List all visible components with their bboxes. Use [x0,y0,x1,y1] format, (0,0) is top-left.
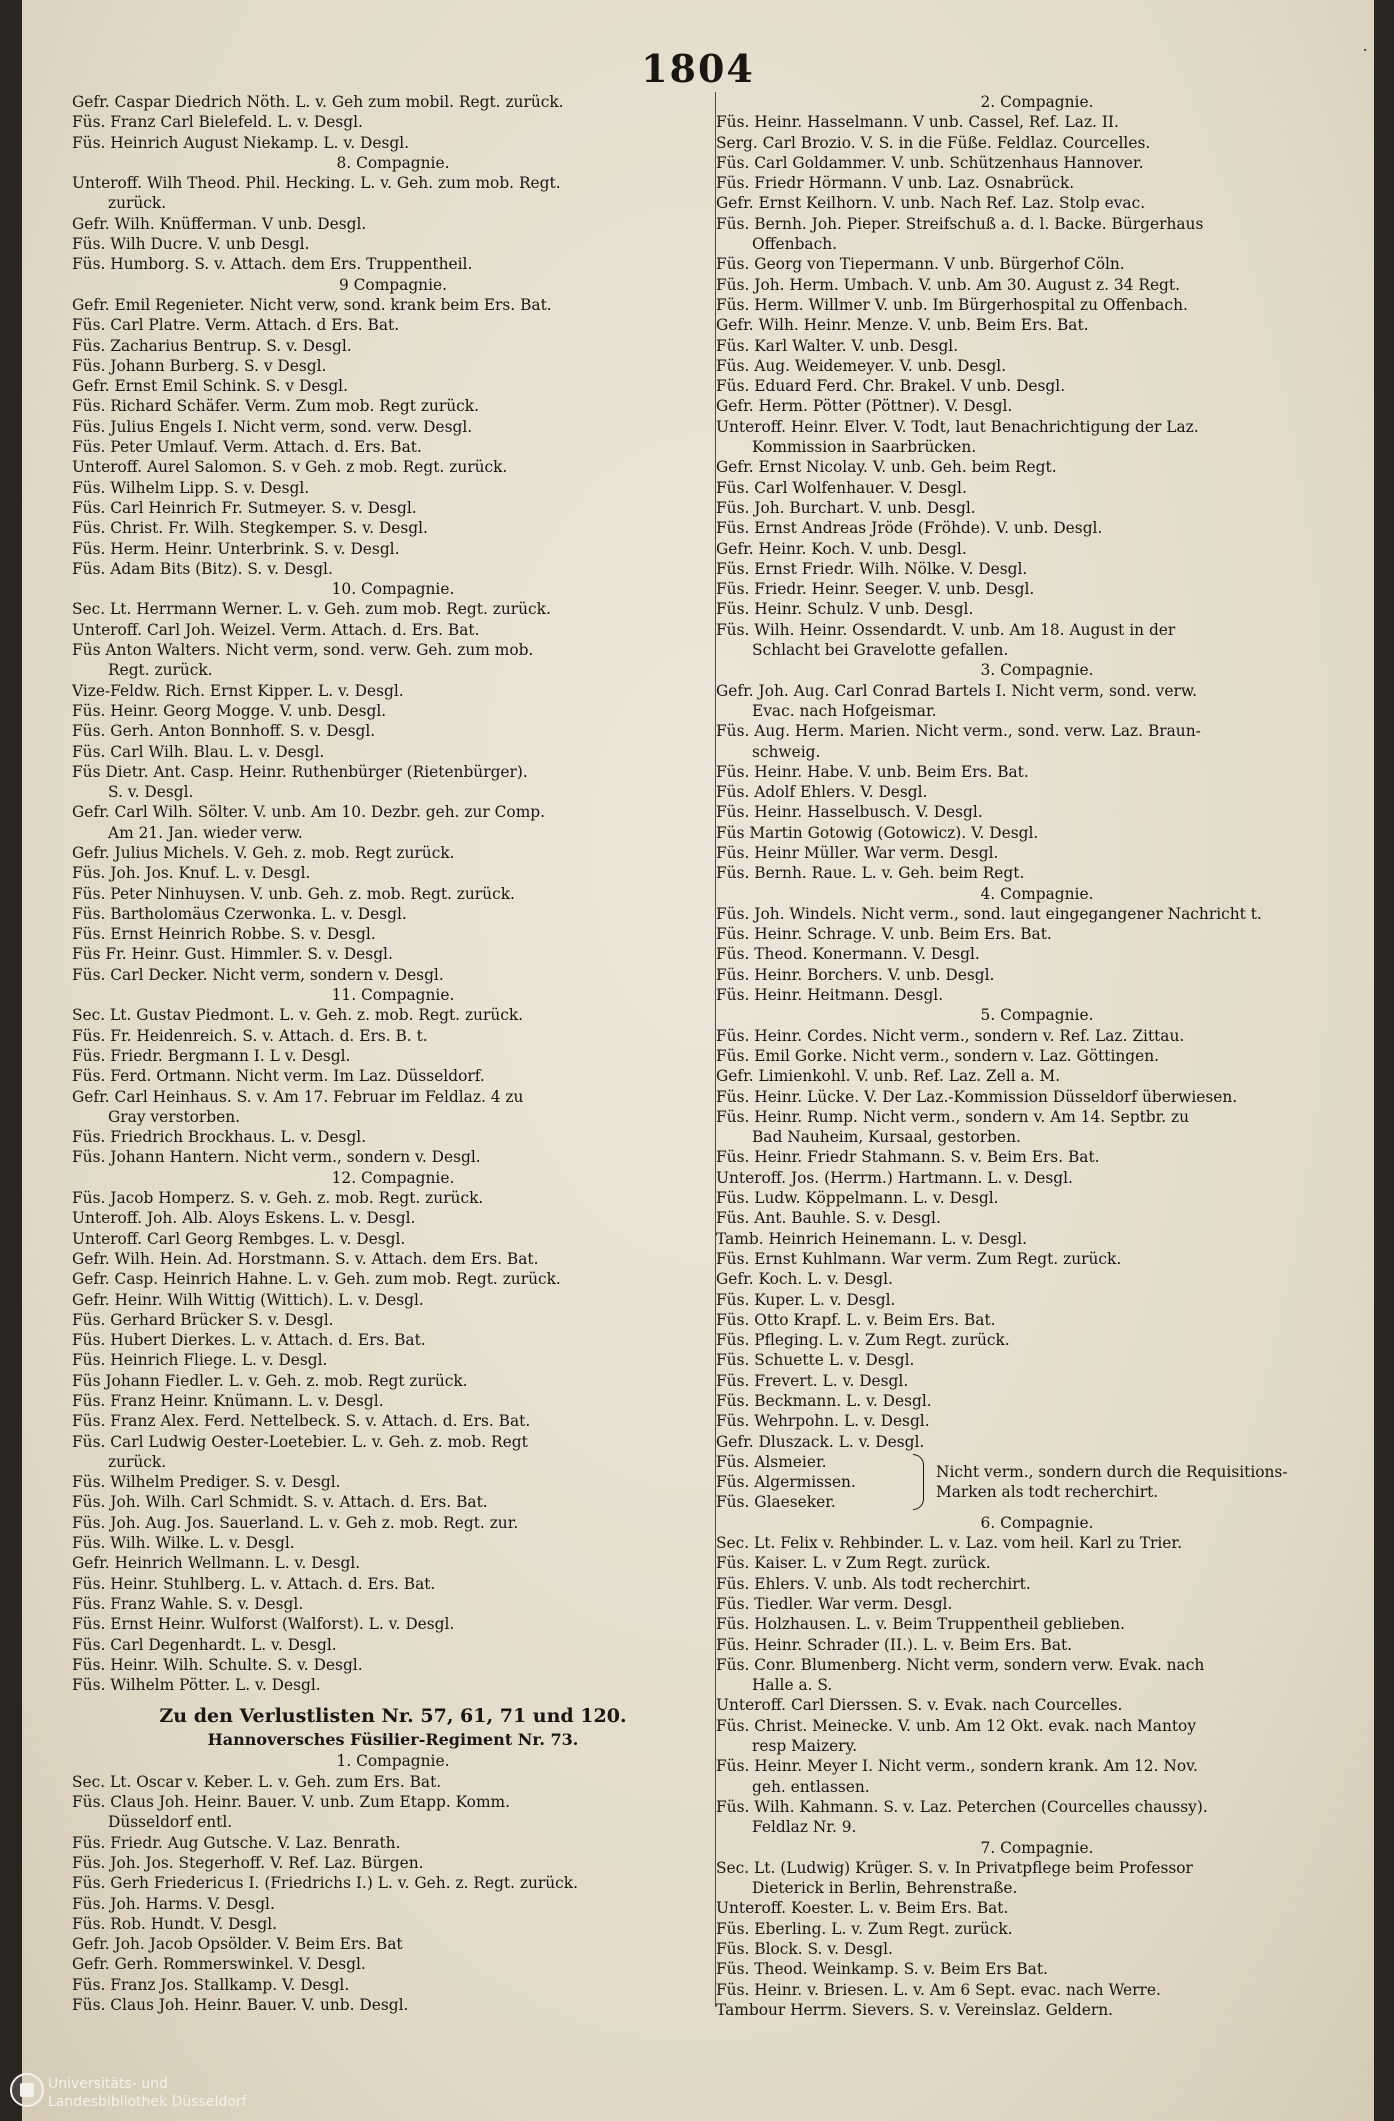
list-entry: Füs. Heinr. Hasselmann. V unb. Cassel, Ref. Laz. II. [716,113,1119,132]
list-entry: Füs. Humborg. S. v. Attach. dem Ers. Truppentheil. [72,255,473,274]
list-entry: Füs. Joh. Harms. V. Desgl. [72,1894,275,1913]
list-entry: Füs. Joh. Wilh. Carl Schmidt. S. v. Attach. d. Ers. Bat. [72,1493,488,1512]
list-entry: Unteroff. Koester. L. v. Beim Ers. Bat. [716,1899,1009,1918]
ulb-logo-icon [10,2073,44,2107]
list-entry: Füs. Julius Engels I. Nicht verm, sond. verw. Desgl. [72,417,473,436]
list-entry: Füs. Carl Wilh. Blau. L. v. Desgl. [72,742,325,761]
list-entry: Gefr. Gerh. Rommerswinkel. V. Desgl. [72,1955,366,1974]
list-entry: Sec. Lt. Herrmann Werner. L. v. Geh. zum mob. Regt. zurück. [72,600,551,619]
footer-text [48,2075,246,2111]
list-entry-continuation: resp Maizery. [752,1737,858,1756]
list-entry-continuation: Düsseldorf entl. [108,1813,233,1832]
list-entry: Füs. Block. S. v. Desgl. [716,1940,893,1959]
list-entry: Füs. Heinr Müller. War verm. Desgl. [716,843,999,862]
list-entry: Füs. Heinr. Rump. Nicht verm., sondern v. Am 14. Septbr. zu [716,1107,1190,1126]
list-entry: Füs. Franz Carl Bielefeld. L. v. Desgl. [72,113,363,132]
list-entry: Füs. Claus Joh. Heinr. Bauer. V. unb. Desgl. [72,1996,409,2015]
list-entry: Füs. Ehlers. V. unb. Als todt recherchirt. [716,1574,1031,1593]
list-entry: Füs. Theod. Weinkamp. S. v. Beim Ers Bat. [716,1960,1048,1979]
company-heading: 12. Compagnie. [331,1168,455,1187]
list-entry: Füs. Eduard Ferd. Chr. Brakel. V unb. Desgl. [716,377,1066,396]
corner-mark: · [1362,40,1368,61]
list-entry: Gefr. Limienkohl. V. unb. Ref. Laz. Zell a. M. [716,1067,1061,1086]
list-entry: Gefr. Wilh. Knüfferman. V unb. Desgl. [72,214,367,233]
list-entry: Füs. Carl Degenhardt. L. v. Desgl. [72,1635,337,1654]
list-entry-continuation: S. v. Desgl. [108,783,194,802]
footer-line-1: Universitäts- und [48,2076,168,2092]
list-entry: Füs. Heinr. Georg Mogge. V. unb. Desgl. [72,701,387,720]
list-entry: Füs. Gerh Friedericus I. (Friedrichs I.) L. v. Geh. z. Regt. zurück. [72,1874,579,1893]
list-entry: Füs. Friedr Hörmann. V unb. Laz. Osnabrück. [716,174,1075,193]
left-column [72,92,714,2015]
list-entry: Füs Johann Fiedler. L. v. Geh. z. mob. Regt zurück. [72,1371,468,1390]
list-entry: Füs. Heinr. Borchers. V. unb. Desgl. [716,965,995,984]
list-entry: Füs. Bernh. Raue. L. v. Geh. beim Regt. [716,864,1025,883]
list-entry: Füs. Heinr. Hasselbusch. V. Desgl. [716,803,983,822]
list-entry: Gefr. Julius Michels. V. Geh. z. mob. Regt zurück. [72,843,455,862]
list-entry: Füs Fr. Heinr. Gust. Himmler. S. v. Desgl. [72,945,393,964]
bracket-note-line: Marken als todt recherchirt. [936,1483,1159,1502]
list-entry: Füs Dietr. Ant. Casp. Heinr. Ruthenbürger (Rietenbürger). [72,762,528,781]
list-entry: Füs. Joh. Herm. Umbach. V. unb. Am 30. August z. 34 Regt. [716,275,1180,294]
list-entry: Füs. Heinr. Stuhlberg. L. v. Attach. d. Ers. Bat. [72,1574,436,1593]
list-entry: Füs Anton Walters. Nicht verm, sond. verw. Geh. zum mob. [72,641,534,660]
list-entry: Gefr. Ernst Emil Schink. S. v Desgl. [72,377,348,396]
list-entry: Füs. Heinr. Schulz. V unb. Desgl. [716,600,974,619]
list-entry: Gefr. Caspar Diedrich Nöth. L. v. Geh zum mobil. Regt. zurück. [72,93,564,111]
list-entry: Füs. Ludw. Köppelmann. L. v. Desgl. [716,1189,999,1208]
list-entry: Füs. Heinr. Meyer I. Nicht verm., sondern krank. Am 12. Nov. [716,1757,1198,1776]
list-entry-continuation: Evac. nach Hofgeismar. [752,701,937,720]
company-heading: 1. Compagnie. [336,1752,450,1771]
list-entry: Sec. Lt. Felix v. Rehbinder. L. v. Laz. vom heil. Karl zu Trier. [716,1534,1182,1553]
list-entry: Füs. Friedr. Heinr. Seeger. V. unb. Desgl. [716,580,1035,599]
list-entry: Gefr. Carl Heinhaus. S. v. Am 17. Februar im Feldlaz. 4 zu [72,1087,524,1106]
list-entry: Füs. Bernh. Joh. Pieper. Streifschuß a. d. l. Backe. Bürgerhaus [716,214,1204,233]
list-entry: Füs. Heinr. Lücke. V. Der Laz.-Kommission Düsseldorf überwiesen. [716,1087,1238,1106]
list-entry: Füs. Franz Jos. Stallkamp. V. Desgl. [72,1975,350,1994]
list-entry-continuation: Am 21. Jan. wieder verw. [108,823,303,842]
list-entry: Füs. Kuper. L. v. Desgl. [716,1290,896,1309]
list-entry-continuation: Halle a. S. [752,1676,833,1695]
section-heading: Zu den Verlustlisten Nr. 57, 61, 71 und 120. [159,1705,627,1728]
footer-line-2: Landesbibliothek Düsseldorf [48,2094,247,2110]
list-entry: Füs. Franz Alex. Ferd. Nettelbeck. S. v. Attach. d. Ers. Bat. [72,1412,531,1431]
list-entry: Füs. Aug. Herm. Marien. Nicht verm., sond. verw. Laz. Braun- [716,722,1201,741]
list-entry-continuation: Schlacht bei Gravelotte gefallen. [752,641,1009,660]
company-heading: 5. Compagnie. [980,1006,1094,1025]
list-entry: Gefr. Herm. Pötter (Pöttner). V. Desgl. [716,397,1013,416]
list-entry: Füs. Karl Walter. V. unb. Desgl. [716,336,959,355]
list-entry: Tambour Herrm. Sievers. S. v. Vereinslaz. Geldern. [716,2000,1114,2019]
list-entry-continuation: Dieterick in Berlin, Behrenstraße. [752,1879,1018,1898]
list-entry-continuation: Gray verstorben. [108,1107,241,1126]
list-entry: Sec. Lt. Gustav Piedmont. L. v. Geh. z. mob. Regt. zurück. [72,1006,524,1025]
bracket-name: Füs. Glaeseker. [716,1493,836,1512]
list-entry: Füs. Pfleging. L. v. Zum Regt. zurück. [716,1331,1010,1350]
list-entry: Unteroff. Jos. (Herrm.) Hartmann. L. v. Desgl. [716,1168,1073,1187]
list-entry: Füs. Holzhausen. L. v. Beim Truppentheil geblieben. [716,1615,1125,1634]
list-entry: Füs. Adam Bits (Bitz). S. v. Desgl. [72,559,333,578]
list-entry: Vize-Feldw. Rich. Ernst Kipper. L. v. Desgl. [72,681,404,700]
list-entry: Füs. Heinr. Habe. V. unb. Beim Ers. Bat. [716,762,1029,781]
list-entry-continuation: zurück. [108,194,167,213]
list-entry: Füs. Friedrich Brockhaus. L. v. Desgl. [72,1128,367,1147]
company-heading: 10. Compagnie. [331,580,455,599]
list-entry: Füs. Johann Burberg. S. v Desgl. [72,356,327,375]
list-entry: Füs. Bartholomäus Czerwonka. L. v. Desgl. [72,904,407,923]
list-entry: Füs. Heinr. Cordes. Nicht verm., sondern v. Ref. Laz. Zittau. [716,1026,1185,1045]
list-entry: Füs. Wilh. Wilke. L. v. Desgl. [72,1534,295,1553]
list-entry: Füs. Joh. Jos. Stegerhoff. V. Ref. Laz. Bürgen. [72,1853,424,1872]
list-entry: Unteroff. Heinr. Elver. V. Todt, laut Benachrichtigung der Laz. [716,417,1199,436]
bracket-name: Füs. Algermissen. [716,1473,856,1492]
list-entry: Füs. Ant. Bauhle. S. v. Desgl. [716,1209,941,1228]
list-entry: Füs. Ernst Friedr. Wilh. Nölke. V. Desgl. [716,559,1028,578]
list-entry: Füs. Christ. Fr. Wilh. Stegkemper. S. v. Desgl. [72,519,428,538]
list-entry: Füs. Joh. Aug. Jos. Sauerland. L. v. Geh z. mob. Regt. zur. [72,1513,519,1532]
list-entry: Füs. Conr. Blumenberg. Nicht verm, sondern verw. Evak. nach [716,1655,1205,1674]
list-entry: Füs. Eberling. L. v. Zum Regt. zurück. [716,1919,1013,1938]
list-entry: Füs. Herm. Heinr. Unterbrink. S. v. Desgl. [72,539,400,558]
list-entry: Füs. Franz Heinr. Knümann. L. v. Desgl. [72,1392,384,1410]
list-entry: Gefr. Koch. L. v. Desgl. [716,1270,893,1289]
list-entry: Füs. Wilhelm Pötter. L. v. Desgl. [72,1676,321,1695]
list-entry: Füs. Jacob Homperz. S. v. Geh. z. mob. Regt. zurück. [72,1189,484,1208]
list-entry: Füs. Wilhelm Prediger. S. v. Desgl. [72,1473,341,1492]
list-entry: Füs. Heinrich August Niekamp. L. v. Desgl. [72,133,410,152]
list-entry: Unteroff. Aurel Salomon. S. v Geh. z mob. Regt. zurück. [72,458,508,477]
list-entry: Unteroff. Joh. Alb. Aloys Eskens. L. v. Desgl. [72,1209,416,1228]
list-entry: Gefr. Ernst Nicolay. V. unb. Geh. beim Regt. [716,458,1057,477]
list-entry: Gefr. Joh. Jacob Opsölder. V. Beim Ers. Bat [72,1935,403,1954]
list-entry: Füs. Ernst Heinr. Wulforst (Walforst). L. v. Desgl. [72,1615,455,1634]
list-entry: Füs. Johann Hantern. Nicht verm., sondern v. Desgl. [72,1148,481,1167]
list-entry: Füs. Heinr. Schrage. V. unb. Beim Ers. Bat. [716,925,1052,944]
list-entry-continuation: schweig. [752,742,821,761]
list-entry: Gefr. Wilh. Hein. Ad. Horstmann. S. v. Attach. dem Ers. Bat. [72,1249,539,1268]
list-entry: Füs. Joh. Jos. Knuf. L. v. Desgl. [72,864,311,883]
company-heading: 4. Compagnie. [980,884,1094,903]
list-entry: Füs. Carl Goldammer. V. unb. Schützenhaus Hannover. [716,153,1144,172]
list-entry: Füs. Joh. Windels. Nicht verm., sond. laut eingegangener Nachricht t. [716,904,1262,923]
list-entry: Gefr. Heinrich Wellmann. L. v. Desgl. [72,1554,361,1573]
list-entry-continuation: Offenbach. [752,235,838,254]
list-entry: Füs. Heinr. Wilh. Schulte. S. v. Desgl. [72,1655,363,1674]
list-entry: Füs. Wilh. Heinr. Ossendardt. V. unb. Am 18. August in der [716,620,1176,639]
list-entry: Füs. Tiedler. War verm. Desgl. [716,1594,953,1613]
list-entry: Füs. Ernst Heinrich Robbe. S. v. Desgl. [72,925,376,944]
list-entry: Unteroff. Wilh Theod. Phil. Hecking. L. v. Geh. zum mob. Regt. [72,174,561,193]
page-number: 1804 [641,46,755,91]
company-heading: 8. Compagnie. [336,153,450,172]
list-entry: Unteroff. Carl Georg Rembges. L. v. Desgl. [72,1229,406,1248]
list-entry: Füs. Franz Wahle. S. v. Desgl. [72,1594,304,1613]
list-entry: Füs. Herm. Willmer V. unb. Im Bürgerhospital zu Offenbach. [716,295,1188,314]
list-entry: Gefr. Ernst Keilhorn. V. unb. Nach Ref. Laz. Stolp evac. [716,194,1146,213]
list-entry: Füs. Joh. Burchart. V. unb. Desgl. [716,498,976,517]
list-entry: Gefr. Dluszack. L. v. Desgl. [716,1432,925,1451]
list-entry: Füs. Zacharius Bentrup. S. v. Desgl. [72,336,352,355]
list-entry: Füs. Wilhelm Lipp. S. v. Desgl. [72,478,310,497]
list-entry: Serg. Carl Brozio. V. S. in die Füße. Feldlaz. Courcelles. [716,133,1151,152]
list-entry: Füs. Claus Joh. Heinr. Bauer. V. unb. Zum Etapp. Komm. [72,1793,511,1812]
list-entry: Füs. Georg von Tiepermann. V unb. Bürgerhof Cöln. [716,255,1125,274]
list-entry: Füs. Ernst Andreas Jröde (Fröhde). V. unb. Desgl. [716,519,1103,538]
list-entry-continuation: geh. entlassen. [752,1777,870,1796]
list-entry: Füs. Friedr. Aug Gutsche. V. Laz. Benrath. [72,1833,401,1852]
list-entry: Füs. Richard Schäfer. Verm. Zum mob. Regt zurück. [72,397,479,416]
list-entry-continuation: Kommission in Saarbrücken. [752,438,977,457]
list-entry: Füs. Gerh. Anton Bonnhoff. S. v. Desgl. [72,722,376,741]
company-heading: 6. Compagnie. [980,1513,1094,1532]
list-entry: Gefr. Carl Wilh. Sölter. V. unb. Am 10. Dezbr. geh. zur Comp. [72,803,546,822]
list-entry: Füs. Heinr. Heitmann. Desgl. [716,986,944,1005]
list-entry: Füs Martin Gotowig (Gotowicz). V. Desgl. [716,823,1039,842]
list-entry: Gefr. Casp. Heinrich Hahne. L. v. Geh. zum mob. Regt. zurück. [72,1270,561,1289]
company-heading: 9 Compagnie. [338,275,448,294]
list-entry: Füs. Ernst Kuhlmann. War verm. Zum Regt. zurück. [716,1249,1122,1268]
list-entry: Füs. Heinr. Friedr Stahmann. S. v. Beim Ers. Bat. [716,1148,1100,1167]
list-entry: Füs. Gerhard Brücker S. v. Desgl. [72,1310,334,1329]
list-entry: Gefr. Joh. Aug. Carl Conrad Bartels I. Nicht verm, sond. verw. [716,681,1198,700]
curly-bracket-icon [913,1454,924,1510]
list-entry: Gefr. Emil Regenieter. Nicht verw, sond. krank beim Ers. Bat. [72,295,552,314]
list-entry: Gefr. Heinr. Koch. V. unb. Desgl. [716,539,967,558]
company-heading: 7. Compagnie. [980,1838,1094,1857]
list-entry: Füs. Schuette L. v. Desgl. [716,1351,915,1370]
list-entry: Füs. Carl Ludwig Oester-Loetebier. L. v. Geh. z. mob. Regt [72,1432,528,1451]
list-entry: Füs. Emil Gorke. Nicht verm., sondern v. Laz. Göttingen. [716,1046,1160,1065]
list-entry-continuation: zurück. [108,1452,167,1471]
list-entry: Füs. Ferd. Ortmann. Nicht verm. Im Laz. Düsseldorf. [72,1067,485,1086]
list-entry: Sec. Lt. Oscar v. Keber. L. v. Geh. zum Ers. Bat. [72,1772,442,1791]
list-entry: Füs. Wilh Ducre. V. unb Desgl. [72,235,310,254]
bracket-name: Füs. Alsmeier. [716,1452,827,1471]
list-entry: Füs. Heinr. Schrader (II.). L. v. Beim Ers. Bat. [716,1635,1073,1654]
list-entry: Füs. Carl Platre. Verm. Attach. d Ers. Bat. [72,316,400,335]
regiment-heading: Hannoversches Füsilier-Regiment Nr. 73. [207,1730,579,1750]
list-entry: Füs. Fr. Heidenreich. S. v. Attach. d. Ers. B. t. [72,1026,428,1045]
list-entry: Füs. Rob. Hundt. V. Desgl. [72,1914,278,1933]
list-entry: Füs. Christ. Meinecke. V. unb. Am 12 Okt. evak. nach Mantoy [716,1716,1197,1735]
list-entry: Gefr. Wilh. Heinr. Menze. V. unb. Beim Ers. Bat. [716,316,1089,335]
company-heading: 2. Compagnie. [980,93,1094,111]
list-entry-continuation: Feldlaz Nr. 9. [752,1818,857,1837]
list-entry: Füs. Hubert Dierkes. L. v. Attach. d. Ers. Bat. [72,1331,426,1350]
list-entry: Unteroff. Carl Dierssen. S. v. Evak. nach Courcelles. [716,1696,1123,1715]
list-entry: Füs. Heinr. v. Briesen. L. v. Am 6 Sept. evac. nach Werre. [716,1980,1161,1999]
list-entry: Füs. Carl Decker. Nicht verm, sondern v. Desgl. [72,965,444,984]
list-entry: Füs. Wilh. Kahmann. S. v. Laz. Peterchen (Courcelles chaussy). [716,1797,1208,1816]
list-entry: Füs. Adolf Ehlers. V. Desgl. [716,783,928,802]
list-entry: Füs. Wehrpohn. L. v. Desgl. [716,1412,930,1431]
list-entry: Füs. Kaiser. L. v Zum Regt. zurück. [716,1554,991,1573]
company-heading: 11. Compagnie. [331,986,455,1005]
footer-watermark [0,2063,1394,2121]
bracket-note-line: Nicht verm., sondern durch die Requisitions- [936,1463,1288,1482]
bracket-entry-group [716,1452,1358,1513]
bracket-names [716,1452,911,1513]
list-entry: Füs. Aug. Weidemeyer. V. unb. Desgl. [716,356,1007,375]
list-entry: Unteroff. Carl Joh. Weizel. Verm. Attach. d. Ers. Bat. [72,620,480,639]
list-entry: Füs. Friedr. Bergmann I. L v. Desgl. [72,1046,351,1065]
list-entry: Füs. Carl Heinrich Fr. Sutmeyer. S. v. Desgl. [72,498,417,517]
company-heading: 3. Compagnie. [980,661,1094,680]
list-entry: Sec. Lt. (Ludwig) Krüger. S. v. In Privatpflege beim Professor [716,1858,1193,1877]
list-entry: Füs. Theod. Konermann. V. Desgl. [716,945,980,964]
list-entry: Füs. Frevert. L. v. Desgl. [716,1371,909,1390]
list-entry: Füs. Otto Krapf. L. v. Beim Ers. Bat. [716,1310,996,1329]
bracket-note [936,1462,1358,1503]
list-entry-continuation: Bad Nauheim, Kursaal, gestorben. [752,1128,1021,1147]
list-entry: Tamb. Heinrich Heinemann. L. v. Desgl. [716,1229,1028,1248]
list-entry: Füs. Peter Ninhuysen. V. unb. Geh. z. mob. Regt. zurück. [72,884,515,903]
list-entry: Füs. Peter Umlauf. Verm. Attach. d. Ers. Bat. [72,438,422,457]
list-entry-continuation: Regt. zurück. [108,661,213,680]
list-entry: Füs. Beckmann. L. v. Desgl. [716,1392,932,1410]
list-entry: Füs. Carl Wolfenhauer. V. Desgl. [716,478,967,497]
list-entry: Füs. Heinrich Fliege. L. v. Desgl. [72,1351,328,1370]
right-column [716,92,1358,2019]
document-page [22,0,1374,2121]
list-entry: Gefr. Heinr. Wilh Wittig (Wittich). L. v. Desgl. [72,1290,424,1309]
